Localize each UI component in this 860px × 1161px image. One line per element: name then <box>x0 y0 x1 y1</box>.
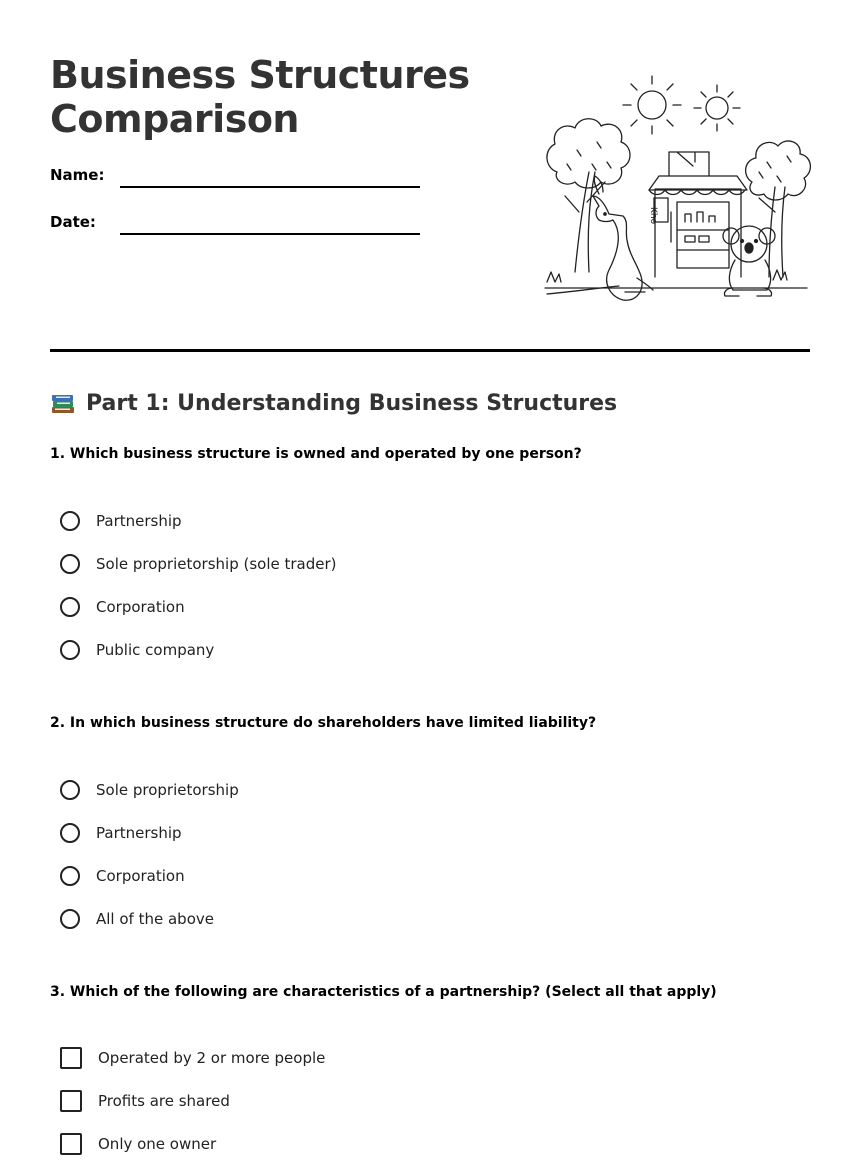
koala-icon <box>723 226 775 296</box>
books-icon <box>50 390 76 416</box>
q2-option-d[interactable] <box>60 906 560 932</box>
header-divider <box>50 349 810 352</box>
option-label: Partnership <box>96 824 182 842</box>
radio-button[interactable] <box>60 640 80 660</box>
q3-option-b[interactable] <box>60 1088 560 1114</box>
title-line-1: Business Structures <box>50 53 470 97</box>
title-line-2: Comparison <box>50 97 299 141</box>
date-field-line[interactable] <box>120 233 420 235</box>
q1-option-b[interactable] <box>60 551 560 577</box>
option-label: Profits are shared <box>98 1092 230 1110</box>
svg-text:Kho: Kho <box>648 207 658 225</box>
page-title <box>50 53 490 141</box>
option-label: All of the above <box>96 910 214 928</box>
q2-option-b[interactable] <box>60 820 560 846</box>
sun-icon <box>623 76 681 134</box>
name-field-row <box>50 166 430 196</box>
radio-button[interactable] <box>60 511 80 531</box>
part1-heading <box>50 390 617 416</box>
question-3: 3. Which of the following are characteristics of a partnership? (Select all that apply) <box>50 984 717 1000</box>
option-label: Public company <box>96 641 215 659</box>
option-label: Partnership <box>96 512 182 530</box>
q1-option-c[interactable] <box>60 594 560 620</box>
radio-button[interactable] <box>60 597 80 617</box>
q1-option-d[interactable] <box>60 637 560 663</box>
radio-button[interactable] <box>60 866 80 886</box>
checkbox[interactable] <box>60 1133 82 1155</box>
tree-icon <box>746 141 811 277</box>
question-2: 2. In which business structure do shareholders have limited liability? <box>50 715 597 731</box>
option-label: Corporation <box>96 598 185 616</box>
option-label: Corporation <box>96 867 185 885</box>
q2-option-a[interactable] <box>60 777 560 803</box>
q2-option-c[interactable] <box>60 863 560 889</box>
kangaroo-icon <box>547 176 653 300</box>
kangaroo-koala-shop-illustration <box>537 72 812 307</box>
radio-button[interactable] <box>60 909 80 929</box>
part1-heading-text: Part 1: Understanding Business Structures <box>86 390 618 416</box>
radio-button[interactable] <box>60 780 80 800</box>
q1-option-a[interactable] <box>60 508 560 534</box>
sun-icon <box>694 85 740 131</box>
radio-button[interactable] <box>60 823 80 843</box>
option-label: Only one owner <box>98 1135 217 1153</box>
grass-icon <box>545 270 807 288</box>
checkbox[interactable] <box>60 1090 82 1112</box>
q3-option-c[interactable] <box>60 1131 560 1157</box>
date-label: Date: <box>50 213 96 231</box>
name-label: Name: <box>50 166 105 184</box>
option-label: Operated by 2 or more people <box>98 1049 326 1067</box>
date-field-row <box>50 213 430 243</box>
radio-button[interactable] <box>60 554 80 574</box>
name-field-line[interactable] <box>120 186 420 188</box>
q3-option-a[interactable] <box>60 1045 560 1071</box>
checkbox[interactable] <box>60 1047 82 1069</box>
shop-icon <box>648 152 747 277</box>
question-1: 1. Which business structure is owned and operated by one person? <box>50 446 582 462</box>
option-label: Sole proprietorship (sole trader) <box>96 555 337 573</box>
option-label: Sole proprietorship <box>96 781 239 799</box>
